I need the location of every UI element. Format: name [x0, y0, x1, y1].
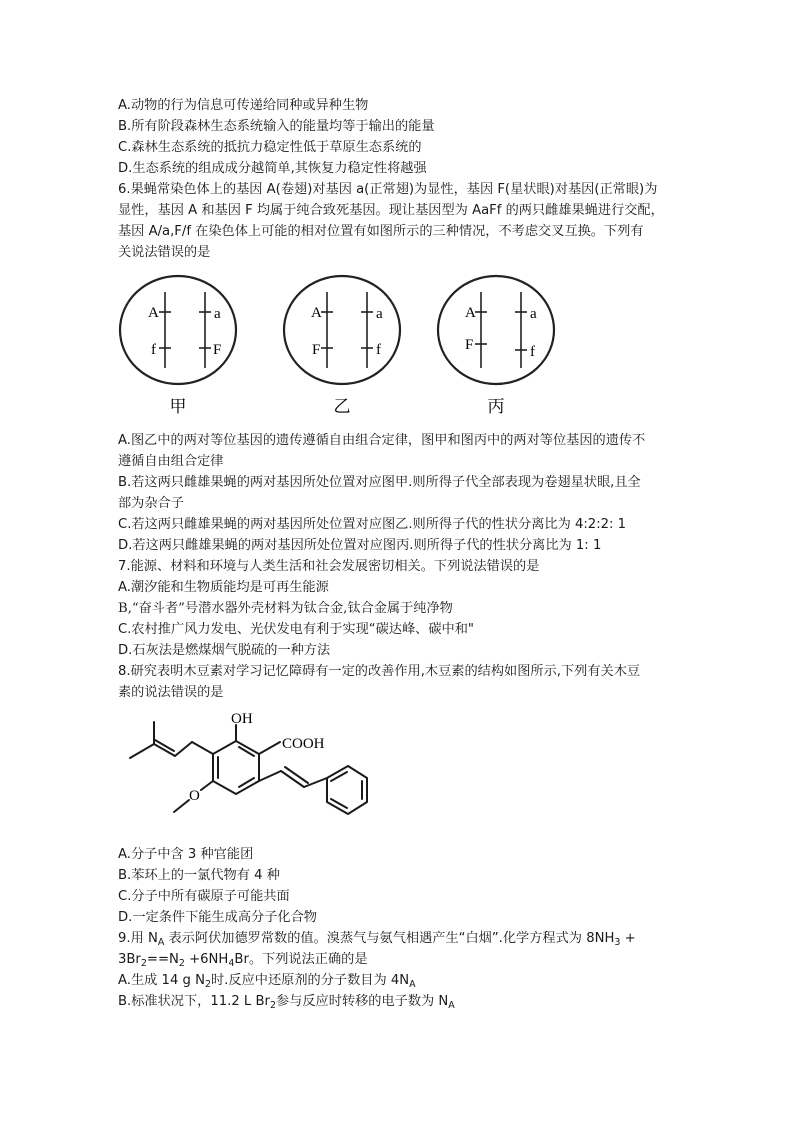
q8-option-d: D.一定条件下能生成高分子化合物: [118, 910, 317, 925]
q7-option-a: A.潮汐能和生物质能均是可再生能源: [118, 580, 329, 595]
q9-option-a: A.生成 14 g $N_2$时.反应中还原剂的分子数目为 $4N_A$: [118, 973, 416, 990]
q6-stem-line1: 6.果蝇常染色体上的基因 A(卷翅)对基因 a(正常翅)为显性，基因 F(星状眼)对基因(正常眼)为: [118, 182, 658, 197]
q8-stem-line2: 素的说法错误的是: [118, 685, 224, 700]
molecule-structure: [118, 708, 368, 840]
q9-option-b: B.标准状况下，11.2 L $Br_2$参与反应时转移的电子数为 $N_A$: [118, 994, 455, 1011]
gene-label: f: [376, 342, 381, 358]
gene-label: f: [530, 344, 535, 360]
option-d-prev: D.生态系统的组成成分越简单,其恢复力稳定性将越强: [118, 161, 427, 176]
panel-yi: [284, 276, 400, 416]
q6-option-b-line2: 部为杂合子: [118, 496, 184, 511]
q6-option-a-line2: 遵循自由组合定律: [118, 454, 224, 469]
oh-label: OH: [231, 711, 253, 727]
caption-jia: 甲: [169, 397, 187, 416]
q6-stem-line2: 显性，基因 A 和基因 F 均属于纯合致死基因。现让基因型为 AaFf 的两只雌雄果蝇进行交配，: [118, 203, 664, 218]
cooh-label: COOH: [282, 736, 325, 752]
option-b-prev: B.所有阶段森林生态系统输入的能量均等于输出的能量: [118, 119, 435, 134]
oxygen-label: O: [189, 788, 200, 804]
q7-option-b: B,“奋斗者”号潜水器外壳材料为钛合金,钛合金属于纯净物: [118, 601, 453, 616]
gene-label: A: [465, 305, 476, 321]
gene-label: a: [214, 306, 221, 322]
q9-stem-line1: 9.用 $N_A$ 表示阿伏加德罗常数的值。溴蒸气与氨气相遇产生“白烟”.化学方程式为 $8NH_3$ +: [118, 931, 636, 948]
chromosome-figure: [118, 268, 566, 428]
gene-label: a: [530, 306, 537, 322]
q8-stem-line1: 8.研究表明木豆素对学习记忆障碍有一定的改善作用,木豆素的结构如图所示,下列有关木豆: [118, 664, 641, 679]
gene-label: F: [213, 342, 222, 358]
q6-option-b-line1: B.若这两只雌雄果蝇的两对基因所处位置对应图甲.则所得子代全部表现为卷翅星状眼,且全: [118, 475, 641, 490]
panel-bing: [438, 276, 554, 416]
q8-option-c: C.分子中所有碳原子可能共面: [118, 889, 290, 904]
gene-label: A: [311, 305, 322, 321]
q6-stem-line4: 关说法错误的是: [118, 245, 211, 260]
q6-option-a-line1: A.图乙中的两对等位基因的遗传遵循自由组合定律，图甲和图丙中的两对等位基因的遗传不: [118, 433, 646, 448]
gene-label: f: [151, 342, 156, 358]
q8-option-b: B.苯环上的一氯代物有 4 种: [118, 868, 280, 883]
gene-label: F: [312, 342, 321, 358]
q7-option-c: C.农村推广风力发电、光伏发电有利于实现“碳达峰、碳中和": [118, 622, 474, 637]
q6-stem-line3: 基因 A/a,F/f 在染色体上可能的相对位置有如图所示的三种情况，不考虑交叉互换。下列有: [118, 224, 644, 239]
q9-stem-line2: $3Br_2==N_2 +6NH_4Br$。下列说法正确的是: [118, 952, 368, 969]
panel-jia: [120, 276, 236, 416]
caption-yi: 乙: [333, 397, 351, 416]
option-c-prev: C.森林生态系统的抵抗力稳定性低于草原生态系统的: [118, 140, 422, 155]
caption-bing: 丙: [487, 397, 505, 416]
option-a-prev: A.动物的行为信息可传递给同种或异种生物: [118, 98, 369, 113]
gene-label: a: [376, 306, 383, 322]
q6-option-c: C.若这两只雌雄果蝇的两对基因所处位置对应图乙.则所得子代的性状分离比为 4:2:2: 1: [118, 517, 627, 532]
q8-option-a: A.分子中含 3 种官能团: [118, 847, 254, 862]
q6-option-d: D.若这两只雌雄果蝇的两对基因所处位置对应图丙.则所得子代的性状分离比为 1: 1: [118, 538, 602, 553]
q7-stem: 7.能源、材料和环境与人类生活和社会发展密切相关。下列说法错误的是: [118, 559, 540, 574]
gene-label: A: [148, 305, 159, 321]
q7-option-d: D.石灰法是燃煤烟气脱硫的一种方法: [118, 643, 331, 658]
gene-label: F: [465, 337, 474, 353]
